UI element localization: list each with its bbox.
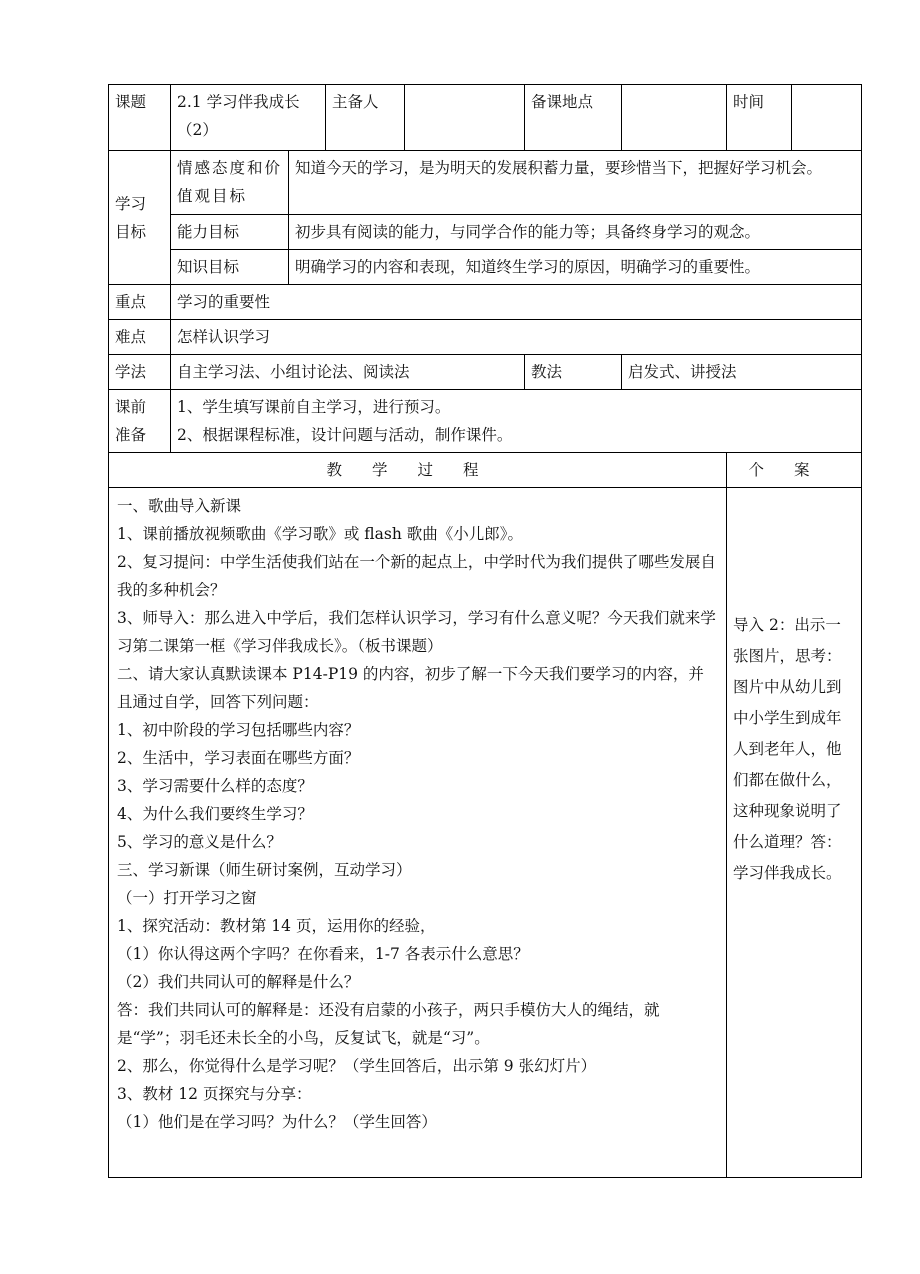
topic-label: 课题 xyxy=(109,85,171,151)
study-method-label: 学法 xyxy=(109,355,171,390)
key-point-text: 学习的重要性 xyxy=(171,285,862,320)
knowledge-goal-text: 明确学习的内容和表现，知道终生学习的原因，明确学习的重要性。 xyxy=(289,250,862,285)
process-line: 2、复习提问：中学生活使我们站在一个新的起点上，中学时代为我们提供了哪些发展自我的多种机会？ xyxy=(117,553,716,599)
teach-method-label: 教法 xyxy=(525,355,622,390)
process-line: （2）我们共同认可的解释是什么？ xyxy=(117,973,360,991)
lead-preparer-value xyxy=(405,85,525,151)
process-line: （一）打开学习之窗 xyxy=(117,889,257,907)
preparation-row xyxy=(109,390,862,453)
key-point-label: 重点 xyxy=(109,285,171,320)
objective-knowledge-row xyxy=(109,250,862,285)
case-note: 导入 2：出示一张图片，思考：图片中从幼儿到中小学生到成年人到老年人，他们都在做什么，这种现象说明了什么道理？答：学习伴我成长。 xyxy=(727,488,862,1178)
preparation-label-line1: 课前 xyxy=(115,398,147,416)
process-line: 1、初中阶段的学习包括哪些内容？ xyxy=(117,721,360,739)
study-method-text: 自主学习法、小组讨论法、阅读法 xyxy=(171,355,525,390)
preparation-item: 1、学生填写课前自主学习，进行预习。 xyxy=(177,398,451,416)
process-line: 5、学习的意义是什么？ xyxy=(117,833,282,851)
lesson-plan-table xyxy=(108,84,862,1178)
difficulty-row xyxy=(109,320,862,355)
teaching-process-content xyxy=(109,488,727,1178)
process-line: 4、为什么我们要终生学习？ xyxy=(117,805,313,823)
process-line: 1、探究活动：教材第 14 页，运用你的经验， xyxy=(117,917,436,935)
objectives-label xyxy=(109,151,171,285)
preparation-item: 2、根据课程标准，设计问题与活动，制作课件。 xyxy=(177,426,513,444)
difficulty-label: 难点 xyxy=(109,320,171,355)
process-line: （1）他们是在学习吗？为什么？（学生回答） xyxy=(117,1113,437,1131)
preparation-label-line2: 准备 xyxy=(115,426,147,444)
process-line: （1）你认得这两个字吗？在你看来，1-7 各表示什么意思？ xyxy=(117,945,529,963)
teaching-process-heading: 教学过程 xyxy=(109,453,727,488)
location-label: 备课地点 xyxy=(525,85,622,151)
methods-row xyxy=(109,355,862,390)
objective-ability-row xyxy=(109,215,862,250)
lead-preparer-label: 主备人 xyxy=(326,85,405,151)
time-label: 时间 xyxy=(727,85,792,151)
process-line: 一、歌曲导入新课 xyxy=(117,497,242,515)
emotion-goal-label: 情感态度和价值观目标 xyxy=(171,151,289,215)
objectives-label-line1: 学习 xyxy=(115,194,147,213)
process-line: 答：我们共同认可的解释是：还没有启蒙的小孩子，两只手模仿大人的绳结，就是“学”；羽毛还未长全的小鸟，反复试飞，就是“习”。 xyxy=(117,1001,660,1047)
objective-emotion-row xyxy=(109,151,862,215)
time-value xyxy=(792,85,862,151)
case-heading: 个案 xyxy=(727,453,862,488)
ability-goal-label: 能力目标 xyxy=(171,215,289,250)
process-line: 3、师导入：那么进入中学后，我们怎样认识学习，学习有什么意义呢？今天我们就来学习第二课第一框《学习伴我成长》。（板书课题） xyxy=(117,609,716,655)
location-value xyxy=(622,85,727,151)
teach-method-text: 启发式、讲授法 xyxy=(622,355,862,390)
emotion-goal-text: 知道今天的学习，是为明天的发展积蓄力量，要珍惜当下，把握好学习机会。 xyxy=(289,151,862,215)
process-body-row xyxy=(109,488,862,1178)
process-line: 3、教材 12 页探究与分享： xyxy=(117,1085,312,1103)
ability-goal-text: 初步具有阅读的能力，与同学合作的能力等；具备终身学习的观念。 xyxy=(289,215,862,250)
preparation-items xyxy=(171,390,862,453)
process-heading-row xyxy=(109,453,862,488)
process-line: 2、生活中，学习表面在哪些方面？ xyxy=(117,749,360,767)
process-line: 二、请大家认真默读课本 P14-P19 的内容，初步了解一下今天我们要学习的内容，并且通过自学，回答下列问题： xyxy=(117,665,704,711)
preparation-label xyxy=(109,390,171,453)
topic-value: 2.1 学习伴我成长（2） xyxy=(171,85,326,151)
header-row xyxy=(109,85,862,151)
process-line: 1、课前播放视频歌曲《学习歌》或 flash 歌曲《小儿郎》。 xyxy=(117,525,523,543)
knowledge-goal-label: 知识目标 xyxy=(171,250,289,285)
key-point-row xyxy=(109,285,862,320)
difficulty-text: 怎样认识学习 xyxy=(171,320,862,355)
process-line: 2、那么，你觉得什么是学习呢？（学生回答后，出示第 9 张幻灯片） xyxy=(117,1057,597,1075)
objectives-label-line2: 目标 xyxy=(115,222,147,241)
process-line: 三、学习新课（师生研讨案例，互动学习） xyxy=(117,861,412,879)
process-line: 3、学习需要什么样的态度？ xyxy=(117,777,313,795)
